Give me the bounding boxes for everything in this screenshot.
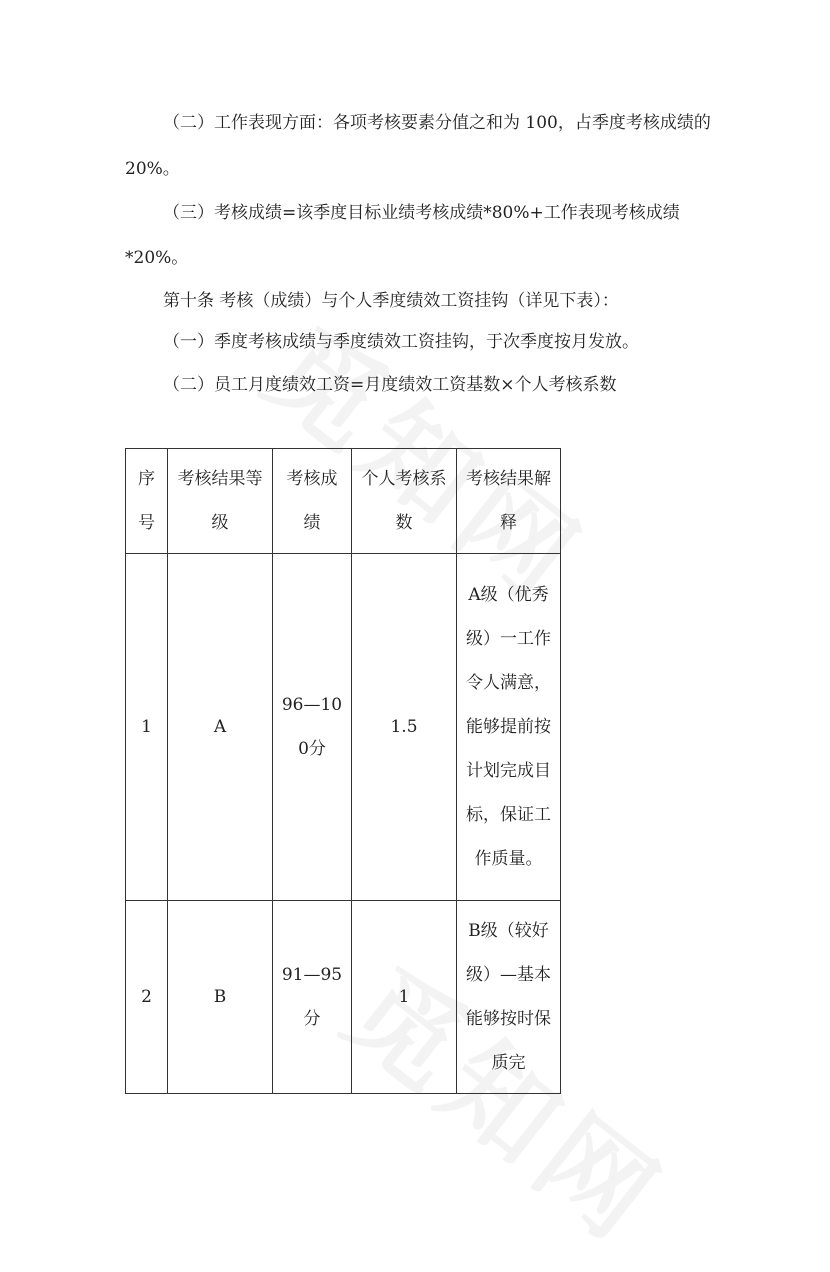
header-cell-coefficient: 个人考核系数	[352, 449, 457, 554]
cell-coefficient: 1.5	[352, 554, 457, 901]
table-row	[126, 901, 561, 1094]
assessment-table	[125, 448, 561, 1094]
paragraph-monthly-formula: （二）员工月度绩效工资=月度绩效工资基数×个人考核系数	[163, 375, 617, 395]
article-ten-heading: 第十条 考核（成绩）与个人季度绩效工资挂钩（详见下表）：	[163, 291, 619, 311]
header-cell-no: 序号	[126, 449, 168, 554]
cell-score: 91—95分	[273, 901, 352, 1094]
cell-no: 2	[126, 901, 168, 1094]
table-header-row	[126, 449, 561, 554]
cell-description: B级（较好级）—基本能够按时保质完	[457, 901, 561, 1094]
cell-coefficient: 1	[352, 901, 457, 1094]
table-row	[126, 554, 561, 901]
cell-description: A级（优秀级）一工作令人满意，能够提前按计划完成目标，保证工作质量。	[457, 554, 561, 901]
paragraph-quarterly-link: （一）季度考核成绩与季度绩效工资挂钩，于次季度按月发放。	[163, 332, 639, 352]
cell-score: 96—100分	[273, 554, 352, 901]
header-cell-score: 考核成绩	[273, 449, 352, 554]
cell-grade: A	[168, 554, 273, 901]
paragraph-score-formula: （三）考核成绩=该季度目标业绩考核成绩*80%+工作表现考核成绩	[163, 203, 680, 223]
cell-no: 1	[126, 554, 168, 901]
paragraph-work-performance-cont: 20%。	[125, 159, 180, 179]
paragraph-work-performance: （二）工作表现方面：各项考核要素分值之和为 100，占季度考核成绩的	[163, 113, 711, 133]
paragraph-score-formula-cont: *20%。	[125, 248, 189, 268]
header-cell-grade: 考核结果等级	[168, 449, 273, 554]
cell-grade: B	[168, 901, 273, 1094]
header-cell-description: 考核结果解释	[457, 449, 561, 554]
